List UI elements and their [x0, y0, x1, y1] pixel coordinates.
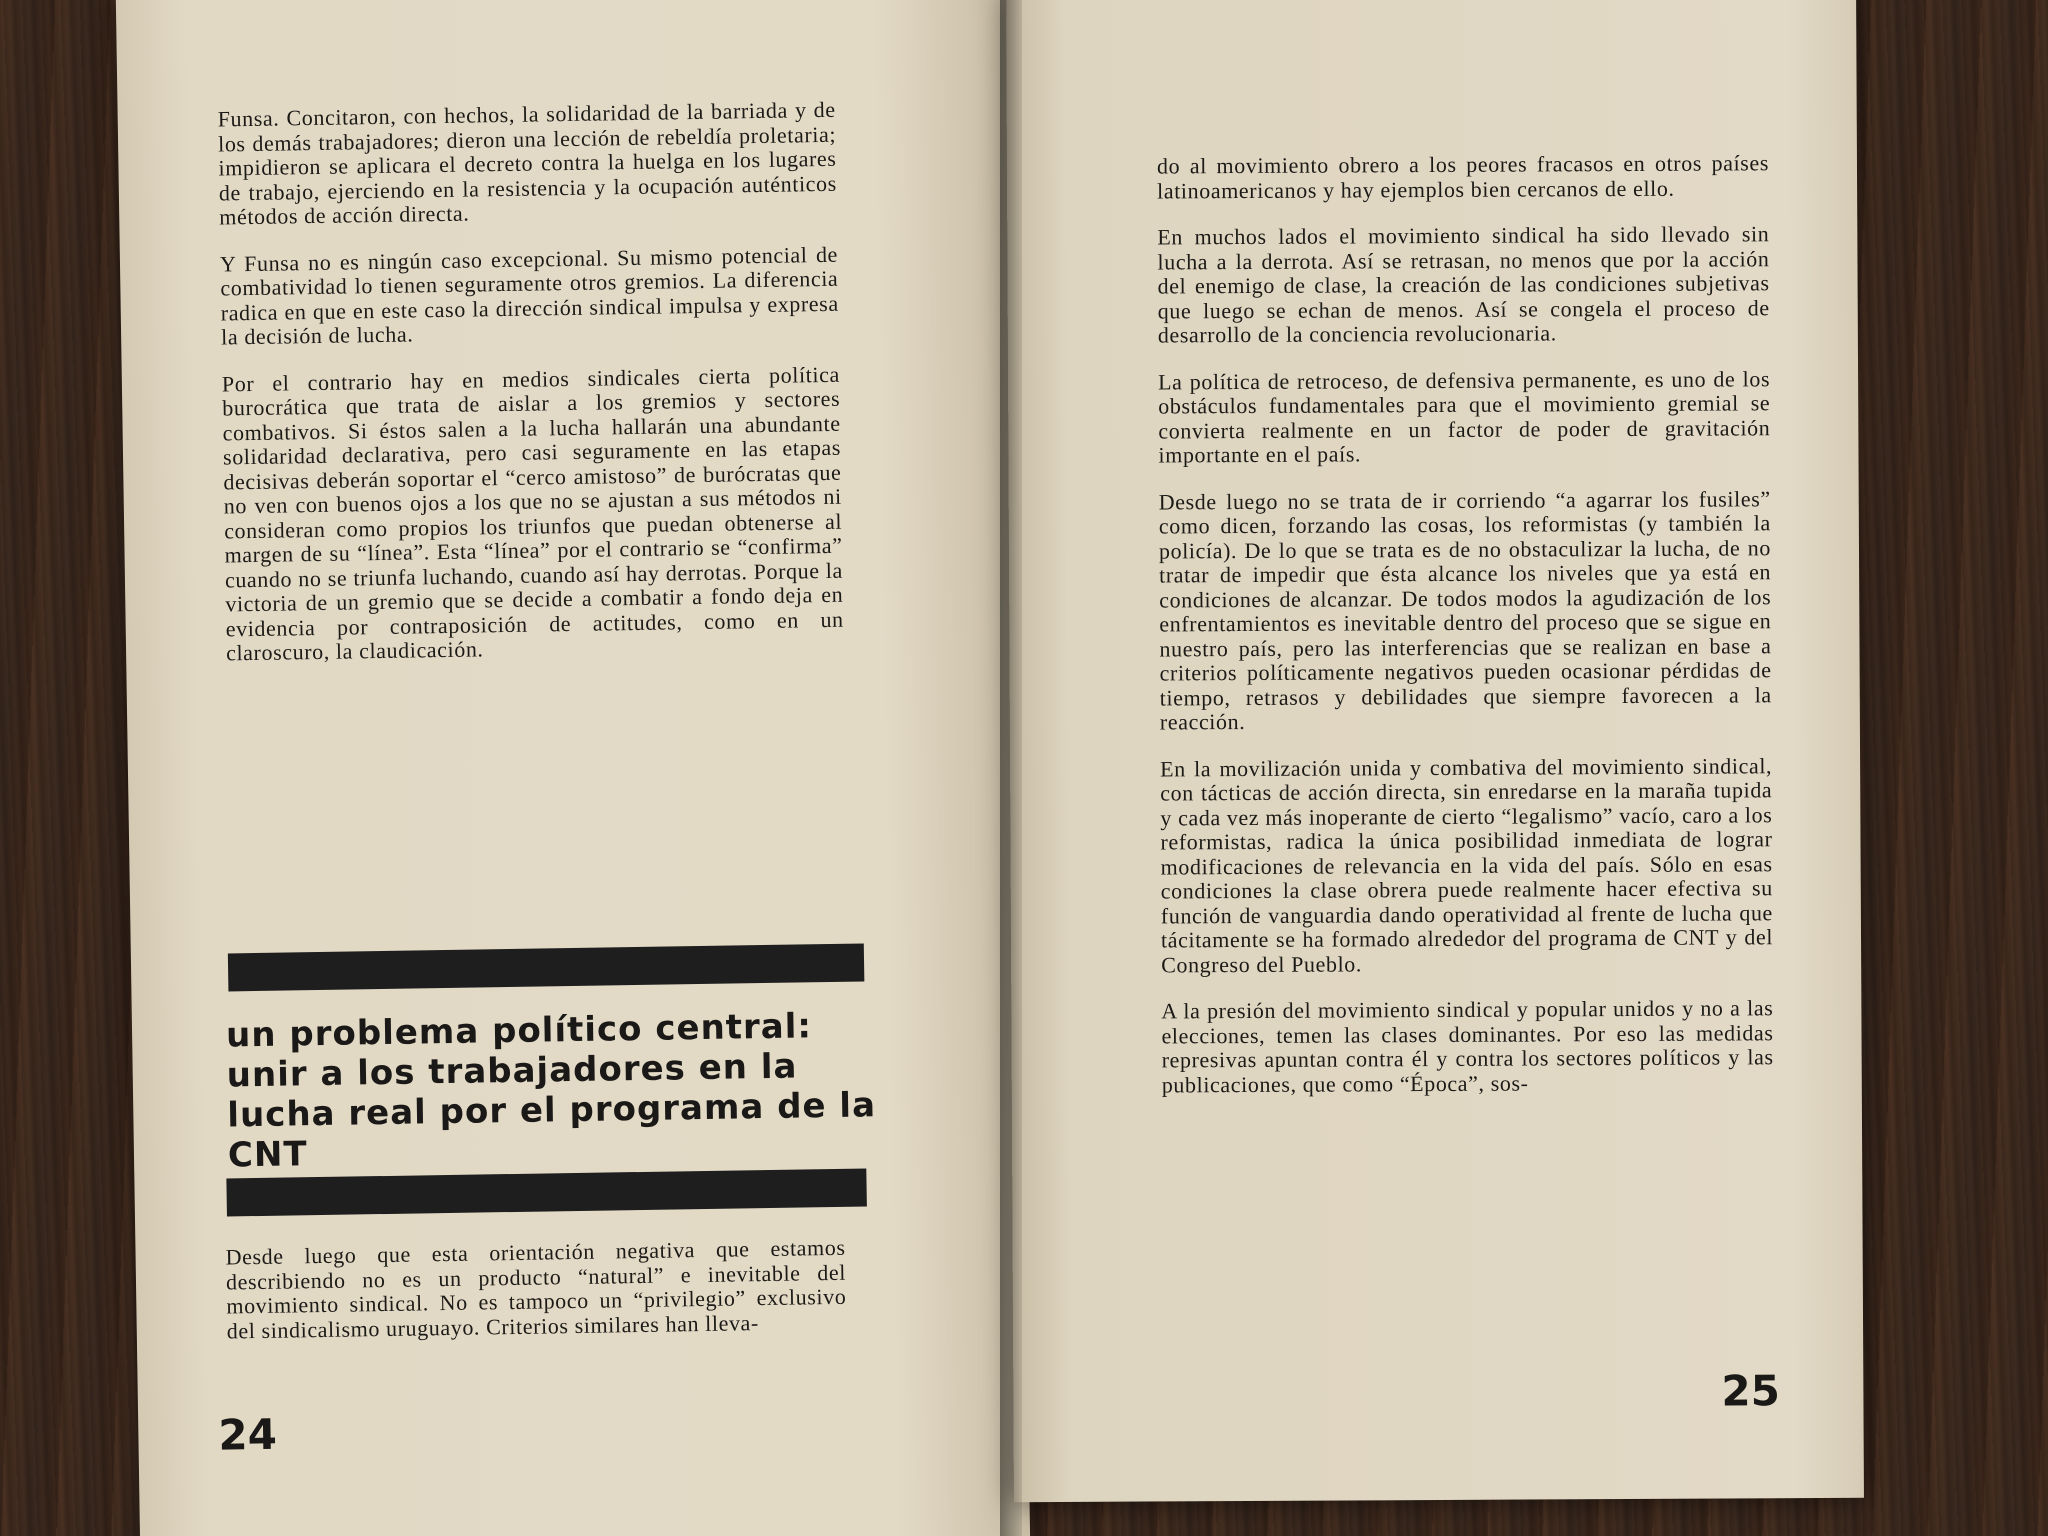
paragraph: Y Funsa no es ningún caso excepcional. Su mismo potencial de combatividad lo tienen seguramente otros gremios. La diferencia radica en que en este caso la dirección sindical impulsa y expresa la decisión de lucha.: [219, 241, 839, 350]
left-page: [116, 0, 1030, 1536]
left-page-text-bottom: [225, 1236, 847, 1366]
paragraph: En la movilización unida y combativa del movimiento sindical, con tácticas de acción directa, sin enredarse en la maraña tupida y cada vez más inoperante de cierto “legalismo” vacío, caro a los reformistas, radica la única posibilidad inmediata de lograr modificaciones de relevancia en la vida del país. Sólo en esas condiciones la clase obrera puede realmente hacer efectiva su función de vanguardia dando operatividad al frente de lucha que tácitamente se ha formado alrededor del programa de CNT y del Congreso del Pueblo.: [1160, 752, 1774, 977]
paragraph: La política de retroceso, de defensiva permanente, es uno de los obstáculos fundamentales para que el movimiento gremial se convierta realmente en un factor de poder de gravitación importante en el país.: [1158, 365, 1771, 468]
paragraph: Desde luego que esta orientación negativa que estamos describiendo no es un producto “natural” e inevitable del movimiento sindical. No es tampoco un “privilegio” exclusivo del sindicalismo uruguayo. Criterios similares han lleva-: [225, 1234, 847, 1344]
page-number-right: 25: [1721, 1366, 1780, 1416]
paragraph: do al movimiento obrero a los peores fracasos en otros países latinoamericanos y hay ejemplos bien cercanos de ello.: [1156, 150, 1770, 203]
paragraph: Por el contrario hay en medios sindicales cierta política burocrática que trata de aislar a los gremios y sectores combativos. Si éstos salen a la lucha hallarán una abundante solidaridad declarativa, pero casi seguramente en las etapas decisivas deberán soportar el “cerco amistoso” de burócratas que no ven con buenos ojos a los que no se ajustan a sus métodos ni consideran como propios los triunfos que puedan obtenerse al margen de su “línea”. Esta “línea” por el contrario se “confirma” cuando no se triunfa luchando, cuando así hay derrotas. Porque la victoria de un gremio que se decide a combatir a fondo deja en evidencia por contraposición de actitudes, como en un claroscuro, la claudicación.: [221, 361, 844, 666]
paragraph: Funsa. Concitaron, con hechos, la solidaridad de la barriada y de los demás trabajadores; dieron una lección de rebeldía proletaria; impidieron se aplicara el decreto contra la huelga en los lugares de trabajo, ejerciendo en la resistencia y la ocupación auténticos métodos de acción directa.: [217, 96, 838, 230]
left-page-text-top: [218, 98, 845, 688]
book-gutter: [1000, 0, 1022, 1536]
heading-top-bar: [228, 943, 865, 991]
paragraph: En muchos lados el movimiento sindical ha sido llevado sin lucha a la derrota. Así se retrasan, no menos que por la acción del enemigo de clase, la creación de las condiciones subjetivas que luego se echan de menos. Así se congela el proceso de desarrollo de la conciencia revolucionaria.: [1157, 221, 1770, 348]
right-page-text: [1157, 151, 1774, 1119]
paragraph: A la presión del movimiento sindical y popular unidos y no a las elecciones, temen las clases dominantes. Por eso las medidas represivas apuntan contra él y contra los sectores políticos y las publicaciones, que como “Época”, sos-: [1161, 995, 1774, 1097]
heading-bottom-bar: [226, 1168, 867, 1216]
right-page: [1006, 0, 1864, 1502]
section-heading: un problema político central: unir a los trabajadores en la lucha real por el programa de la CNT: [225, 1006, 877, 1176]
page-number-left: 24: [218, 1409, 278, 1460]
paragraph: Desde luego no se trata de ir corriendo “a agarrar los fusiles” como dicen, forzando las cosas, los reformistas (y también la policía). De lo que se trata es de no obstaculizar la lucha, de no tratar de impedir que ésta alcance los niveles que ya está en condiciones de alcanzar. De todos modos la agudización de los enfrentamientos es inevitable dentro del proceso que se sigue en nuestro país, pero las interferencias que se realizan en base a criterios políticamente negativos pueden ocasionar pérdidas de tiempo, retrasos y debilidades que siempre favorecen a la reacción.: [1158, 485, 1772, 735]
